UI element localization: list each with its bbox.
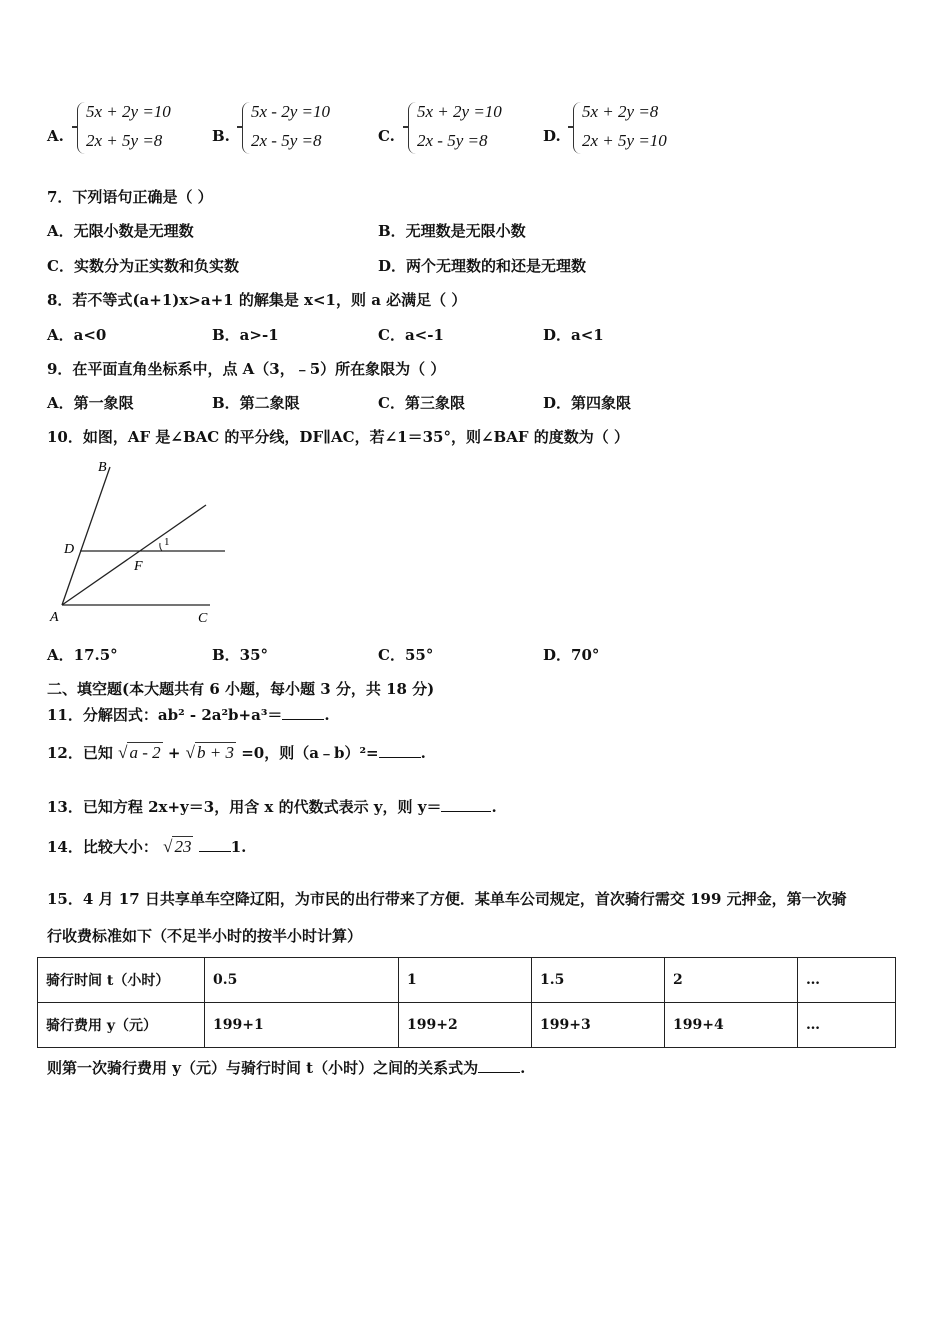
table-cell: …	[798, 958, 896, 1003]
q15-line1: 15．4 月 17 日共享单车空降辽阳，为市民的出行带来了方便．某单车公司规定，首次骑行需交 199 元押金，第一次骑	[47, 890, 847, 908]
q15-after	[47, 1057, 525, 1078]
line-ab	[62, 467, 110, 605]
equation: 5x + 2y =10	[86, 102, 171, 121]
q13-text: 13．已知方程 2x+y＝3，用含 x 的代数式表示 y，则 y＝	[47, 798, 442, 816]
row-header: 骑行时间 t（小时）	[38, 958, 205, 1003]
table-cell: 0.5	[205, 958, 399, 1003]
equation: 5x - 2y =10	[251, 102, 330, 121]
label-c: C	[198, 611, 208, 626]
table-cell: 199+1	[205, 1003, 399, 1048]
q9-option-d: D．第四象限	[543, 394, 632, 412]
table-cell: 199+4	[665, 1003, 798, 1048]
q14	[47, 836, 246, 857]
equation: 2x + 5y =10	[582, 131, 667, 150]
row-header: 骑行费用 y（元）	[38, 1003, 205, 1048]
q7-stem: 7．下列语句正确是（ ）	[47, 188, 213, 206]
q7-option-d: D．两个无理数的和还是无理数	[378, 257, 587, 275]
q12	[47, 742, 426, 763]
table-cell: 199+3	[532, 1003, 665, 1048]
q12-end: .	[420, 744, 426, 762]
table-cell: …	[798, 1003, 896, 1048]
table-cell: 1	[399, 958, 532, 1003]
q15-end: .	[520, 1059, 526, 1077]
q7-option-b: B．无理数是无限小数	[378, 222, 526, 240]
q14-pre: 14．比较大小：	[47, 838, 158, 856]
table-row	[38, 1003, 896, 1048]
line-af	[62, 505, 206, 605]
q8-option-c: C．a<-1	[378, 326, 444, 344]
option-label: D.	[543, 127, 561, 145]
q11-end: .	[324, 706, 330, 724]
q9-option-a: A．第一象限	[47, 394, 134, 412]
equation: 2x + 5y =8	[86, 131, 163, 150]
q15-after-text: 则第一次骑行费用 y（元）与骑行时间 t（小时）之间的关系式为	[47, 1059, 479, 1077]
answer-blank	[282, 705, 324, 720]
sqrt-expression: √ a - 2	[118, 743, 161, 762]
q12-pre: 12．已知	[47, 744, 113, 762]
table-row	[38, 958, 896, 1003]
brace-icon	[77, 102, 86, 154]
option-label: B.	[212, 127, 230, 145]
label-d: D	[64, 542, 75, 557]
answer-blank	[478, 1058, 520, 1073]
q9-option-b: B．第二象限	[212, 394, 300, 412]
option-label: A.	[47, 127, 64, 145]
q9-option-c: C．第三象限	[378, 394, 465, 412]
table-cell: 1.5	[532, 958, 665, 1003]
q10-option-b: B．35°	[212, 646, 269, 664]
label-f: F	[134, 559, 143, 574]
section-heading: 二、填空题(本大题共有 6 小题，每小题 3 分，共 18 分)	[47, 680, 435, 698]
q13	[47, 796, 497, 817]
q7-option-c: C．实数分为正实数和负实数	[47, 257, 239, 275]
q11	[47, 704, 330, 725]
option-label: C.	[378, 127, 395, 145]
brace-icon	[242, 102, 251, 154]
equation: 2x - 5y =8	[417, 131, 488, 150]
geometry-figure	[40, 455, 240, 630]
q14-post: 1.	[230, 838, 247, 856]
radicand: a - 2	[129, 743, 161, 762]
q9-stem: 9．在平面直角坐标系中，点 A（3，﹣5）所在象限为（ ）	[47, 360, 446, 378]
label-b: B	[98, 460, 107, 475]
q11-text: 11．分解因式：ab² - 2a²b+a³＝	[47, 706, 283, 724]
angle-arc	[160, 543, 162, 551]
sqrt-expression: √ b + 3	[185, 743, 234, 762]
label-angle-1: 1	[164, 536, 170, 548]
radicand: b + 3	[197, 743, 234, 762]
answer-blank	[199, 837, 231, 852]
q15-line2: 行收费标准如下（不足半小时的按半小时计算）	[47, 927, 363, 945]
q13-end: .	[491, 798, 497, 816]
brace-icon	[573, 102, 582, 154]
q10-option-c: C．55°	[378, 646, 434, 664]
equation: 2x - 5y =8	[251, 131, 322, 150]
table-cell: 2	[665, 958, 798, 1003]
q12-plus: +	[167, 744, 181, 762]
q10-stem: 10．如图，AF 是∠BAC 的平分线，DF∥AC，若∠1＝35°，则∠BAF 的度数为（ ）	[47, 428, 629, 446]
label-a: A	[50, 610, 59, 625]
q10-option-d: D．70°	[543, 646, 600, 664]
table-cell: 199+2	[399, 1003, 532, 1048]
q8-option-d: D．a<1	[543, 326, 604, 344]
q12-post: =0，则（a﹣b）²=	[241, 744, 379, 762]
sqrt-expression: √ 23	[163, 837, 192, 856]
equation: 5x + 2y =8	[582, 102, 659, 121]
q8-stem: 8．若不等式(a+1)x>a+1 的解集是 x<1，则 a 必满足（ ）	[47, 291, 467, 309]
brace-icon	[408, 102, 417, 154]
q7-option-a: A．无限小数是无理数	[47, 222, 194, 240]
equation: 5x + 2y =10	[417, 102, 502, 121]
radicand: 23	[174, 837, 192, 856]
fee-table	[37, 957, 896, 1048]
answer-blank	[441, 797, 491, 812]
q8-option-a: A．a<0	[47, 326, 107, 344]
answer-blank	[379, 743, 421, 758]
q10-option-a: A．17.5°	[47, 646, 118, 664]
q8-option-b: B．a>-1	[212, 326, 279, 344]
